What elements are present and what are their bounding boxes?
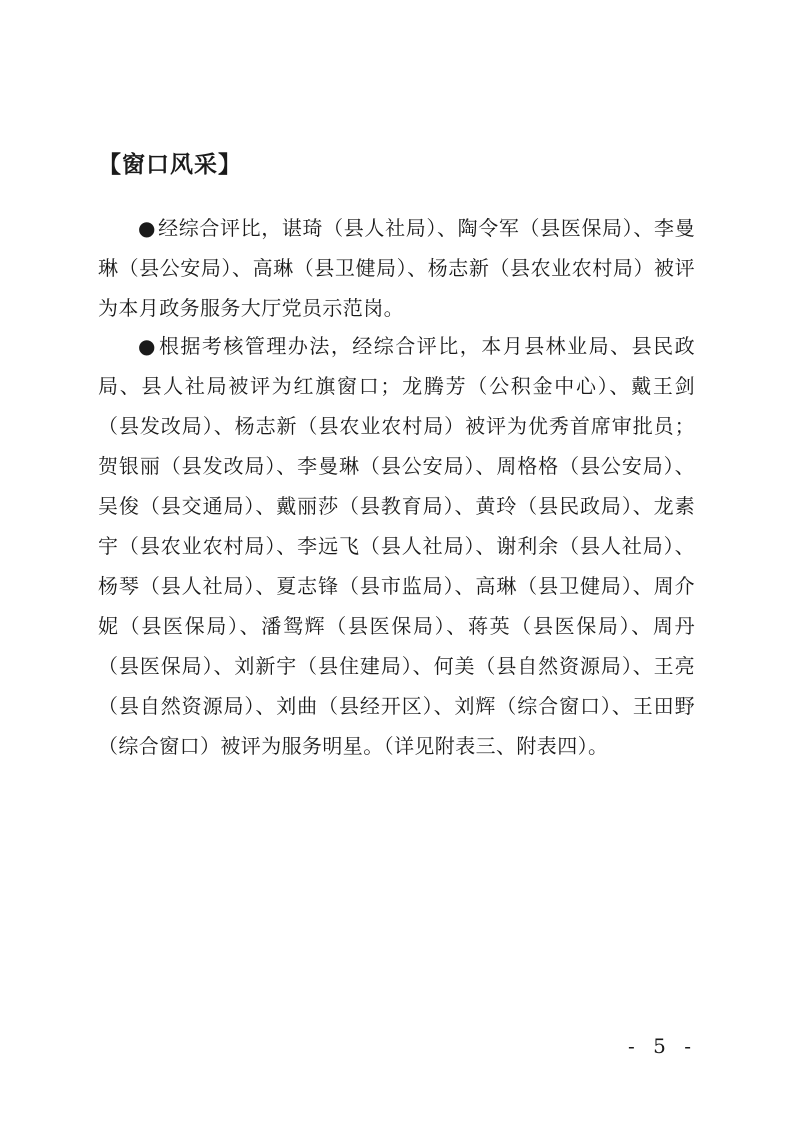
- paragraph-party-member-demo-posts: [98, 208, 695, 328]
- bullet-icon: ●: [138, 334, 157, 358]
- paragraph-text: 根据考核管理办法，经综合评比，本月县林业局、县民政局、县人社局被评为红旗窗口；龙腾芳（公积金中心）、戴王剑（县发改局）、杨志新（县农业农村局）被评为优秀首席审批员；贺银丽（县发改局）、李曼琳（县公安局）、周格格（县公安局）、吴俊（县交通局）、戴丽莎（县教育局）、黄玲（县民政局）、龙素宇（县农业农村局）、李远飞（县人社局）、谢利余（县人社局）、杨琴（县人社局）、夏志锋（县市监局）、高琳（县卫健局）、周介妮（县医保局）、潘鸳辉（县医保局）、蒋英（县医保局）、周丹（县医保局）、刘新宇（县住建局）、何美（县自然资源局）、王亮（县自然资源局）、刘曲（县经开区）、刘辉（综合窗口）、王田野（综合窗口）被评为服务明星。（详见附表三、附表四）。: [98, 334, 695, 758]
- paragraph-red-flag-and-service-stars: [98, 326, 695, 766]
- bullet-icon: ●: [138, 216, 157, 240]
- section-heading: 【窗口风采】: [98, 152, 242, 178]
- page-number: - 5 -: [628, 1034, 697, 1058]
- paragraph-text: 经综合评比，谌琦（县人社局）、陶令军（县医保局）、李曼琳（县公安局）、高琳（县卫健局）、杨志新（县农业农村局）被评为本月政务服务大厅党员示范岗。: [98, 216, 695, 320]
